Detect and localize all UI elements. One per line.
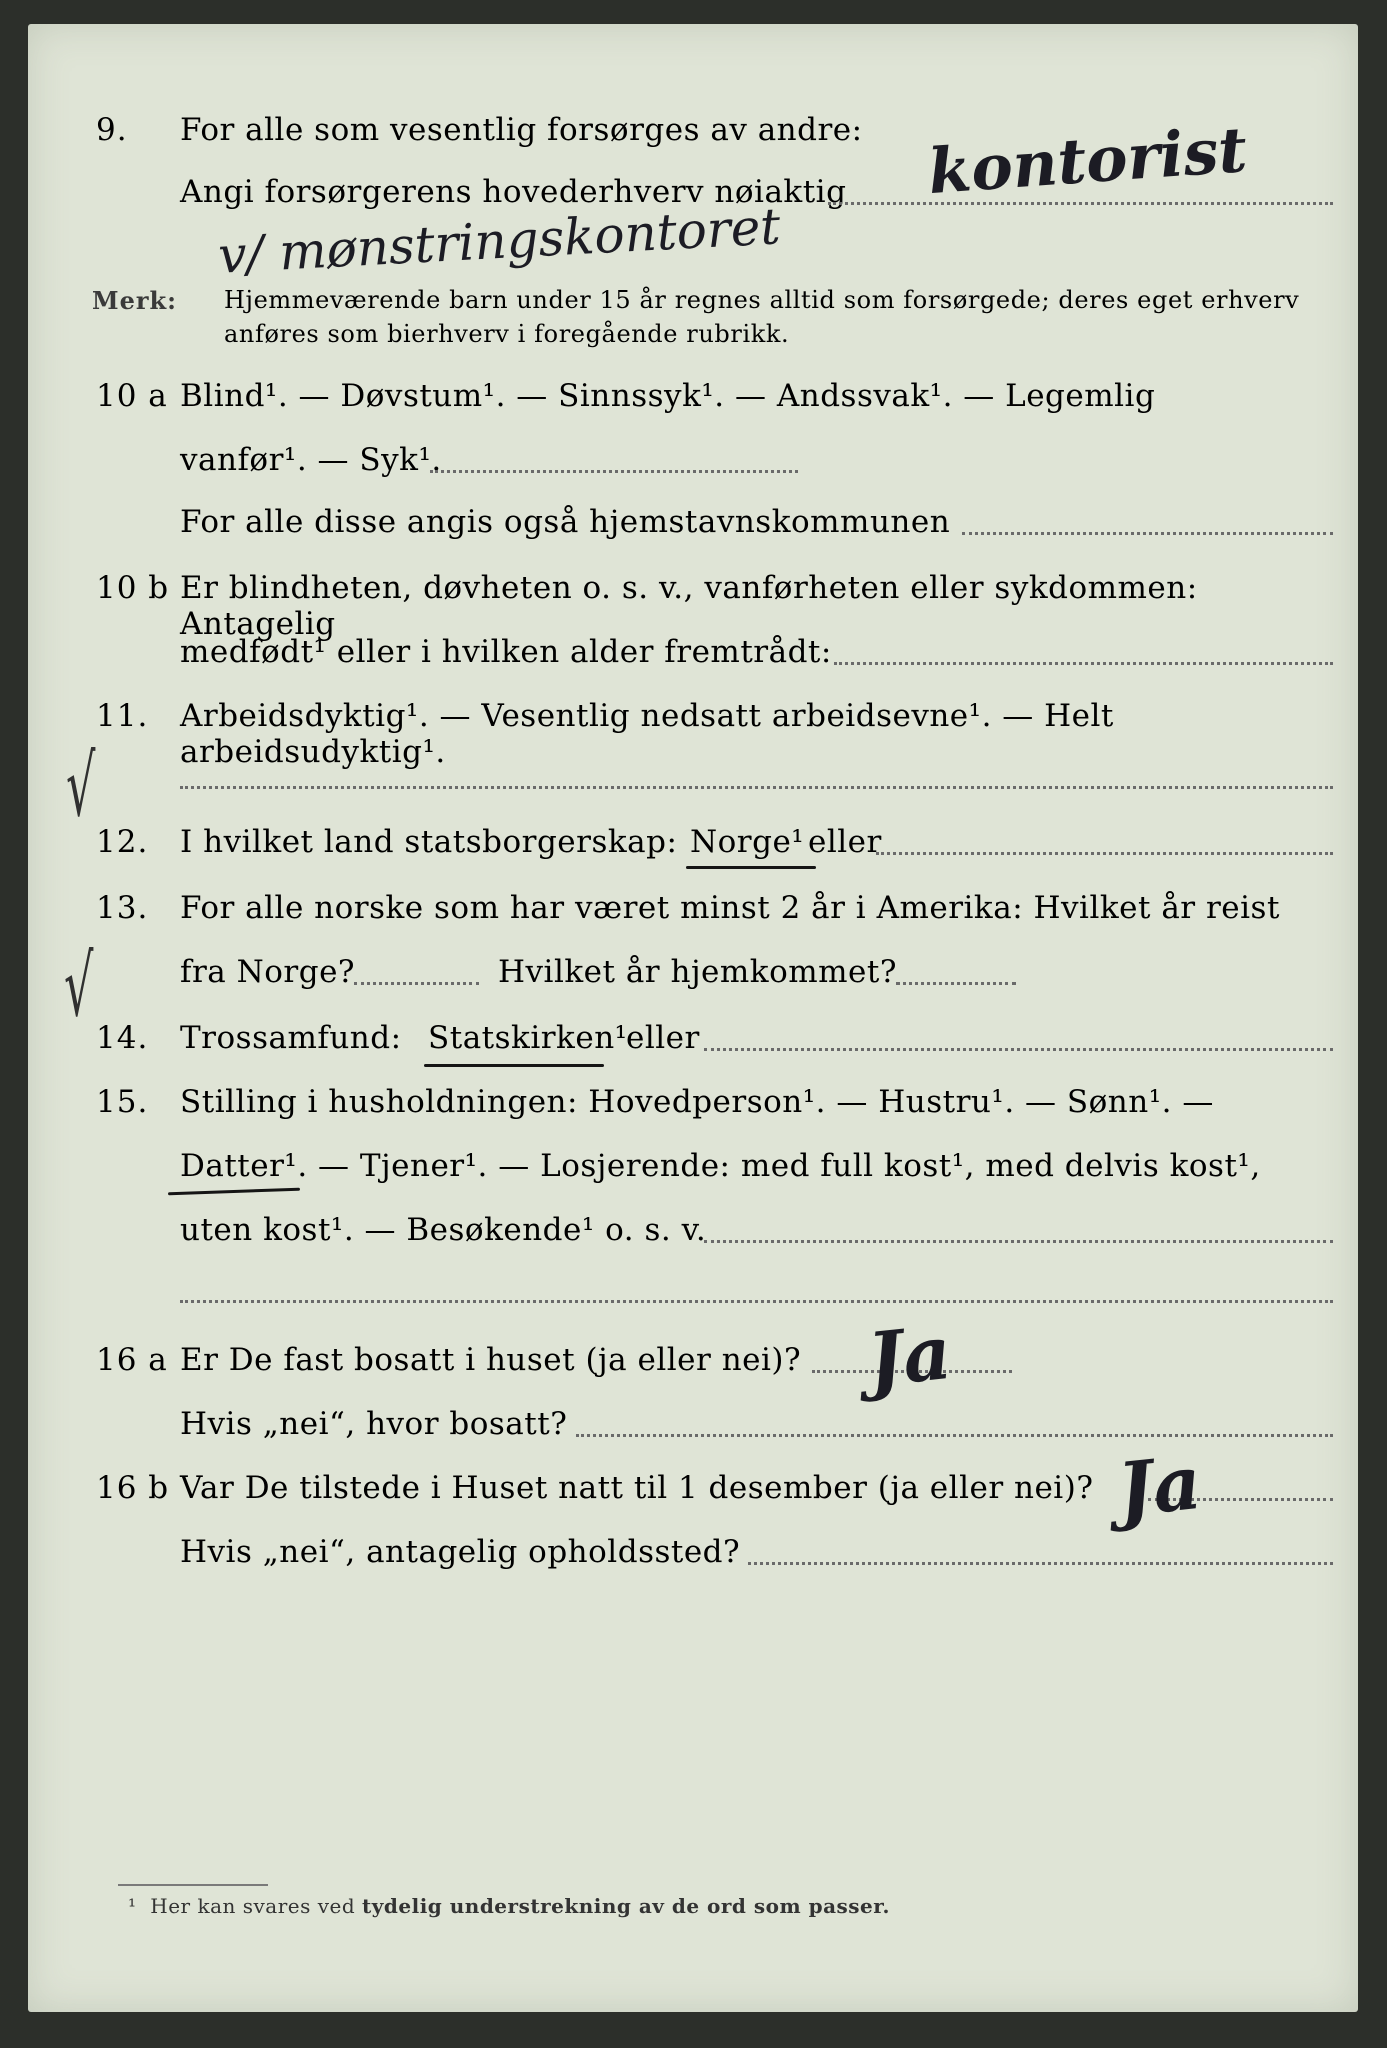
question-10b-line-2: medfødt¹ eller i hvilken alder fremtrådt:: [180, 634, 832, 670]
question-9-line-2: Angi forsørgerens hovederhverv nøiaktig: [180, 174, 847, 210]
question-11-line-1: Arbeidsdyktig¹. — Vesentlig nedsatt arbeidsevne¹. — Helt arbeidsudyktig¹.: [180, 698, 1114, 770]
question-14-answer-line: [704, 1048, 1333, 1051]
question-12-underlined-option: Norge¹: [690, 824, 805, 860]
question-9-handwritten-answer: kontorist: [925, 112, 1250, 209]
note-line-1: Hjemmeværende barn under 15 år regnes alltid som forsørgede; deres eget erhverv: [224, 286, 1300, 314]
question-12-rest: eller: [808, 824, 882, 860]
question-16b-line-1: Var De tilstede i Huset natt til 1 desember (ja eller nei)?: [180, 1470, 1094, 1506]
question-16a-number: 16 a: [96, 1342, 168, 1378]
question-16b-handwritten-answer: Ja: [1113, 1439, 1206, 1535]
footnote: [128, 1894, 890, 1918]
question-10b-answer-line: [834, 662, 1333, 665]
footnote-mark: ¹: [128, 1894, 137, 1918]
question-15-handwritten-underline: [168, 1188, 300, 1196]
question-15-line-2: — Tjener¹. — Losjerende: med full kost¹, med delvis kost¹,: [318, 1148, 1261, 1184]
question-16b-number: 16 b: [96, 1470, 170, 1506]
question-15-answer-line: [704, 1240, 1333, 1243]
note-label: Merk:: [92, 286, 177, 315]
question-16b-line-2: Hvis „nei“, antagelig opholdssted?: [180, 1534, 741, 1570]
question-10b-number: 10 b: [96, 570, 170, 606]
question-15-line-3: uten kost¹. — Besøkende¹ o. s. v.: [180, 1212, 707, 1248]
question-12-answer-line: [876, 852, 1333, 855]
question-15-underlined-option: Datter¹.: [180, 1148, 308, 1184]
question-13-number: 13.: [96, 890, 149, 926]
question-13-line-2a: fra Norge?: [180, 954, 356, 990]
check-mark-icon: √: [66, 737, 96, 835]
footnote-rule: [118, 1884, 268, 1886]
question-13-line-1: For alle norske som har været minst 2 år i Amerika: Hvilket år reist: [180, 890, 1280, 926]
question-16a-location-line: [576, 1434, 1333, 1437]
question-9-number: 9.: [96, 112, 128, 148]
question-15-extra-line: [180, 1300, 1333, 1303]
question-16b-location-line: [748, 1562, 1333, 1565]
question-10b-line-1: Er blindheten, døvheten o. s. v., vanførheten eller sykdommen: Antagelig: [180, 570, 1198, 642]
question-13-line-2b: Hvilket år hjemkommet?: [498, 954, 897, 990]
question-12-number: 12.: [96, 824, 149, 860]
question-11-number: 11.: [96, 698, 149, 734]
question-16a-line-1: Er De fast bosatt i huset (ja eller nei)?: [180, 1342, 802, 1378]
footnote-text: Her kan svares ved: [150, 1894, 356, 1918]
question-14-number: 14.: [96, 1020, 149, 1056]
question-16a-line-2: Hvis „nei“, hvor bosatt?: [180, 1406, 568, 1442]
question-10a-number: 10 a: [96, 378, 168, 414]
question-15-number: 15.: [96, 1084, 149, 1120]
question-9-line-1: For alle som vesentlig forsørges av andre:: [180, 112, 863, 148]
check-mark-icon: √: [64, 937, 94, 1035]
question-12-line-1: I hvilket land statsborgerskap:: [180, 824, 678, 860]
question-16a-handwritten-answer: Ja: [863, 1309, 956, 1405]
question-11-answer-line: [180, 786, 1333, 789]
question-10a-line-2: vanfør¹. — Syk¹.: [180, 442, 442, 478]
question-14-rest: eller: [626, 1020, 700, 1056]
question-13-left-line: [354, 982, 479, 985]
question-15-line-1: Stilling i husholdningen: Hovedperson¹. — Hustru¹. — Sønn¹. —: [180, 1084, 1214, 1120]
question-14-handwritten-underline: [424, 1064, 604, 1067]
question-10a-line-1: Blind¹. — Døvstum¹. — Sinnssyk¹. — Andssvak¹. — Legemlig: [180, 378, 1156, 414]
question-9-handwritten-answer-2: v/ mønstringskontoret: [216, 197, 782, 285]
footnote-bold-text: tydelig understrekning av de ord som passer.: [362, 1894, 890, 1918]
question-9-answer-line: [828, 202, 1333, 205]
question-12-handwritten-underline: [686, 866, 816, 869]
question-10a-line-3: For alle disse angis også hjemstavnskommunen: [180, 504, 951, 540]
question-14-line-1: Trossamfund:: [180, 1020, 402, 1056]
question-10a-home-line: [962, 532, 1333, 535]
note-line-2: anføres som bierhverv i foregående rubrikk.: [224, 320, 790, 348]
question-10a-answer-line: [430, 470, 798, 473]
census-form-page: [28, 24, 1358, 2012]
question-14-underlined-option: Statskirken¹: [428, 1020, 628, 1056]
question-13-right-line: [896, 982, 1016, 985]
